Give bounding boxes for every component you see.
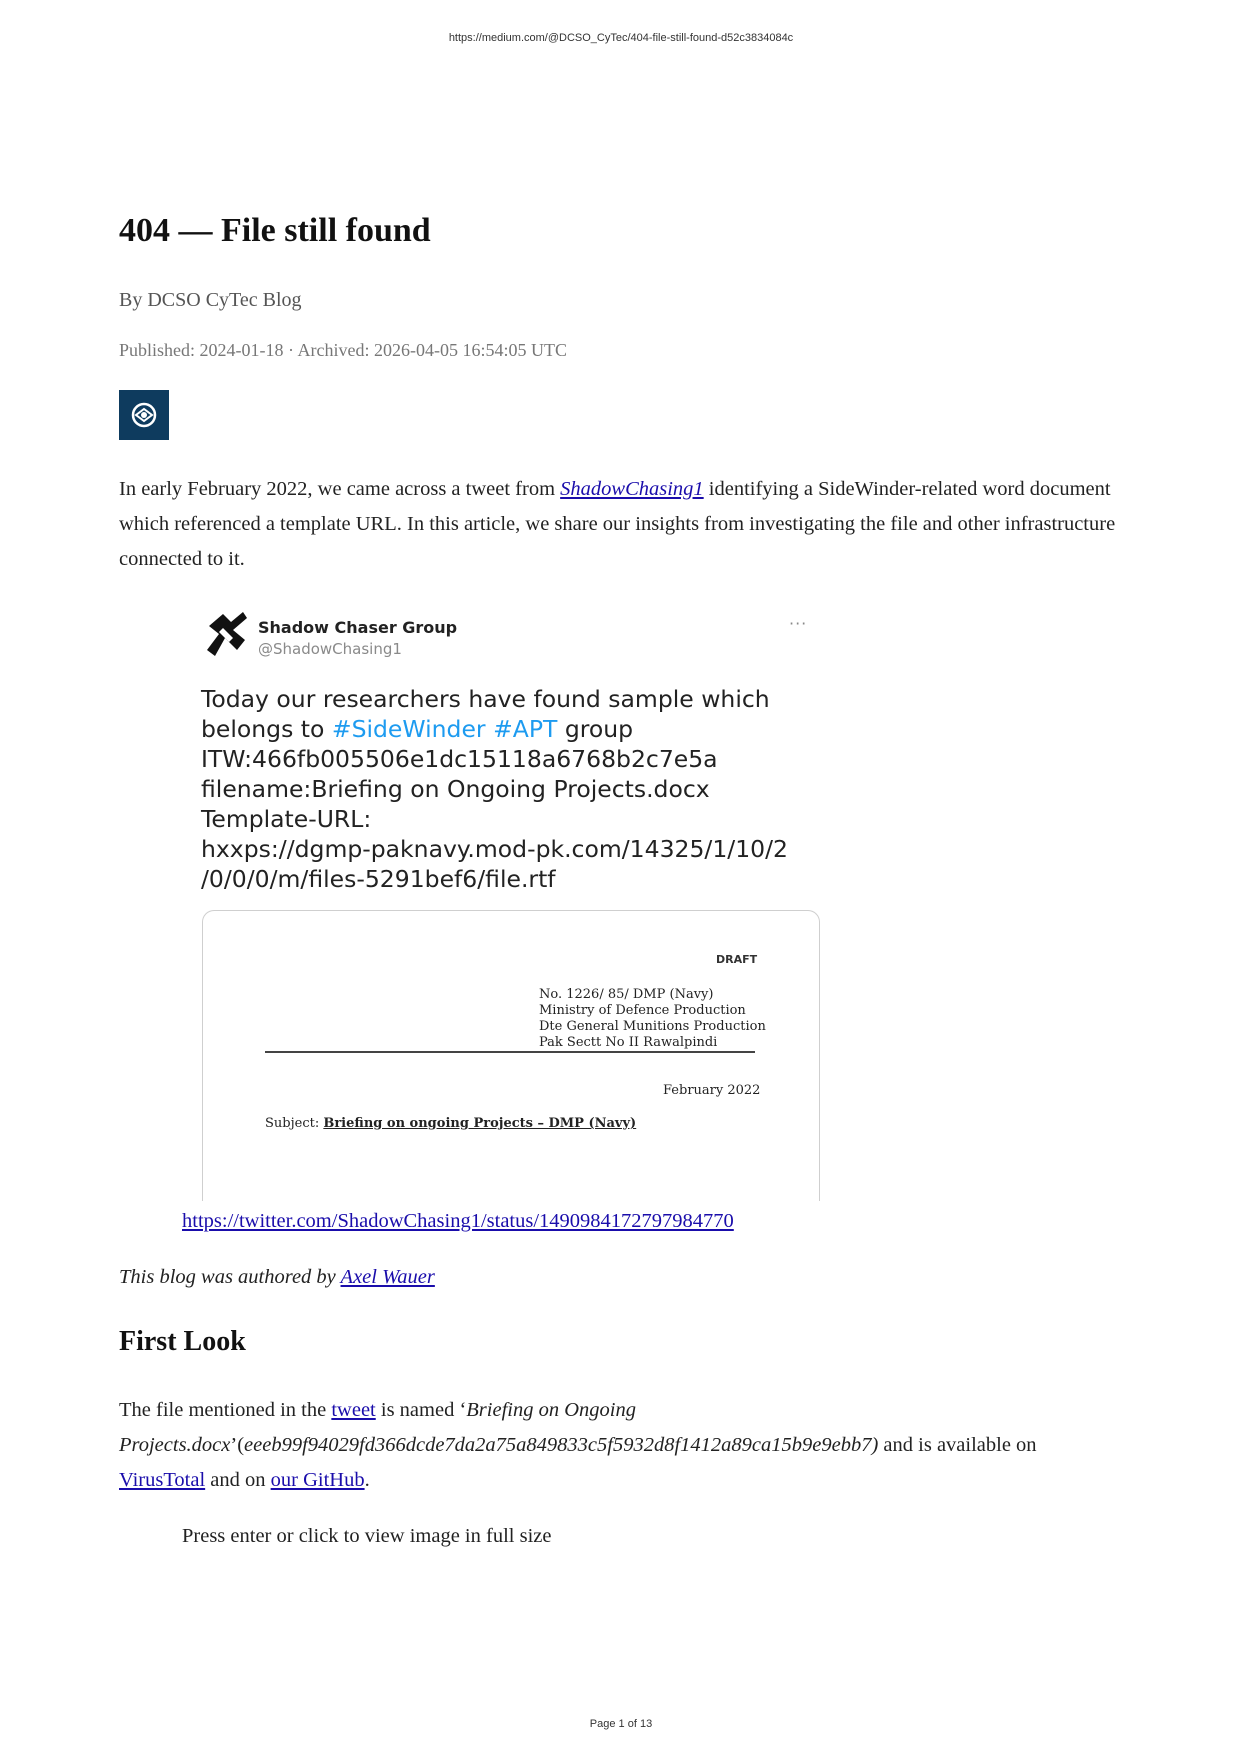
intro-text-after: identifying a SideWinder-related word document which referenced a template URL. In this article, we share our insights from investigating the file and other infrastructure connected to it. <box>119 478 1116 570</box>
page-number: Page 1 of 13 <box>589 1718 653 1730</box>
virustotal-link[interactable]: VirusTotal <box>119 1469 206 1491</box>
tweet-line: hxxps://dgmp-paknavy.mod-pk.com/14325/1/10/2 <box>201 835 788 863</box>
text: is named ‘ <box>375 1399 467 1421</box>
document-address <box>539 987 766 1051</box>
tweet-url-link[interactable]: https://twitter.com/ShadowChasing1/status/1490984172797984770 <box>182 1210 734 1232</box>
hashtag-sidewinder: #SideWinder <box>331 715 486 743</box>
publish-meta: Published: 2024-01-18 · Archived: 2026-04-05 16:54:05 UTC <box>119 340 567 360</box>
document-subject <box>265 1116 636 1131</box>
section-heading: First Look <box>119 1326 246 1357</box>
dcso-logo-icon <box>119 390 169 440</box>
text: and on <box>205 1469 271 1491</box>
tweet-author-name: Shadow Chaser Group <box>258 618 458 637</box>
shadowchasing1-link[interactable]: ShadowChasing1 <box>560 478 704 500</box>
tweet-line <box>201 714 821 744</box>
tweet-line: filename:Briefing on Ongoing Projects.docx <box>201 775 710 803</box>
tweet-line-prefix: belongs to <box>201 715 332 743</box>
tweet-line-suffix: group <box>557 715 634 743</box>
page-url-header: https://medium.com/@DCSO_CyTec/404-file-still-found-d52c3834084c <box>448 32 794 44</box>
tweet-author-handle: @ShadowChasing1 <box>258 640 402 658</box>
address-line: Dte General Munitions Production <box>539 1019 766 1034</box>
document-rule <box>265 1051 755 1053</box>
github-link[interactable]: our GitHub <box>270 1469 365 1491</box>
tweet-line: /0/0/0/m/files-5291bef6/file.rtf <box>201 865 556 893</box>
first-look-paragraph <box>119 1393 1124 1498</box>
text: The file mentioned in the <box>119 1399 332 1421</box>
tweet-line: Today our researchers have found sample which <box>201 685 770 713</box>
address-line: Ministry of Defence Production <box>539 1003 746 1018</box>
tweet-image[interactable] <box>191 602 821 1196</box>
text: . <box>364 1469 370 1491</box>
more-options-icon: ··· <box>789 614 808 633</box>
page-title: 404 — File still found <box>119 212 431 249</box>
author-link[interactable]: Axel Wauer <box>340 1266 435 1288</box>
shadow-chaser-logo-icon <box>203 610 251 660</box>
tweet-link[interactable]: tweet <box>331 1399 376 1421</box>
file-hash: eeeb99f94029fd366dcde7da2a75a849833c5f5932d8f1412a89ca15b9e9ebb7) <box>244 1434 879 1456</box>
subject-label: Subject: <box>265 1116 324 1131</box>
intro-paragraph <box>119 472 1124 577</box>
tweet-line: Template-URL: <box>201 805 372 833</box>
address-line: Pak Sectt No II Rawalpindi <box>539 1035 718 1050</box>
tweet-text <box>201 684 821 894</box>
intro-text-before: In early February 2022, we came across a tweet from <box>119 478 561 500</box>
address-line: No. 1226/ 85/ DMP (Navy) <box>539 987 714 1002</box>
document-date: February 2022 <box>663 1083 761 1098</box>
author-credit <box>119 1266 435 1289</box>
subject-text: Briefing on ongoing Projects – DMP (Navy) <box>323 1116 637 1131</box>
hashtag-apt: #APT <box>493 715 558 743</box>
draft-label: DRAFT <box>716 953 758 966</box>
document-preview <box>202 910 820 1201</box>
tweet-line: ITW:466fb005506e1dc15118a6768b2c7e5a <box>201 745 718 773</box>
image-caption[interactable]: Press enter or click to view image in full size <box>182 1525 552 1547</box>
file-name: Briefing on Ongoing Projects.docx <box>119 1399 636 1456</box>
text: and is available on <box>878 1434 1037 1456</box>
credit-text: This blog was authored by <box>119 1266 341 1288</box>
text: ’( <box>230 1434 245 1456</box>
byline: By DCSO CyTec Blog <box>119 289 302 311</box>
